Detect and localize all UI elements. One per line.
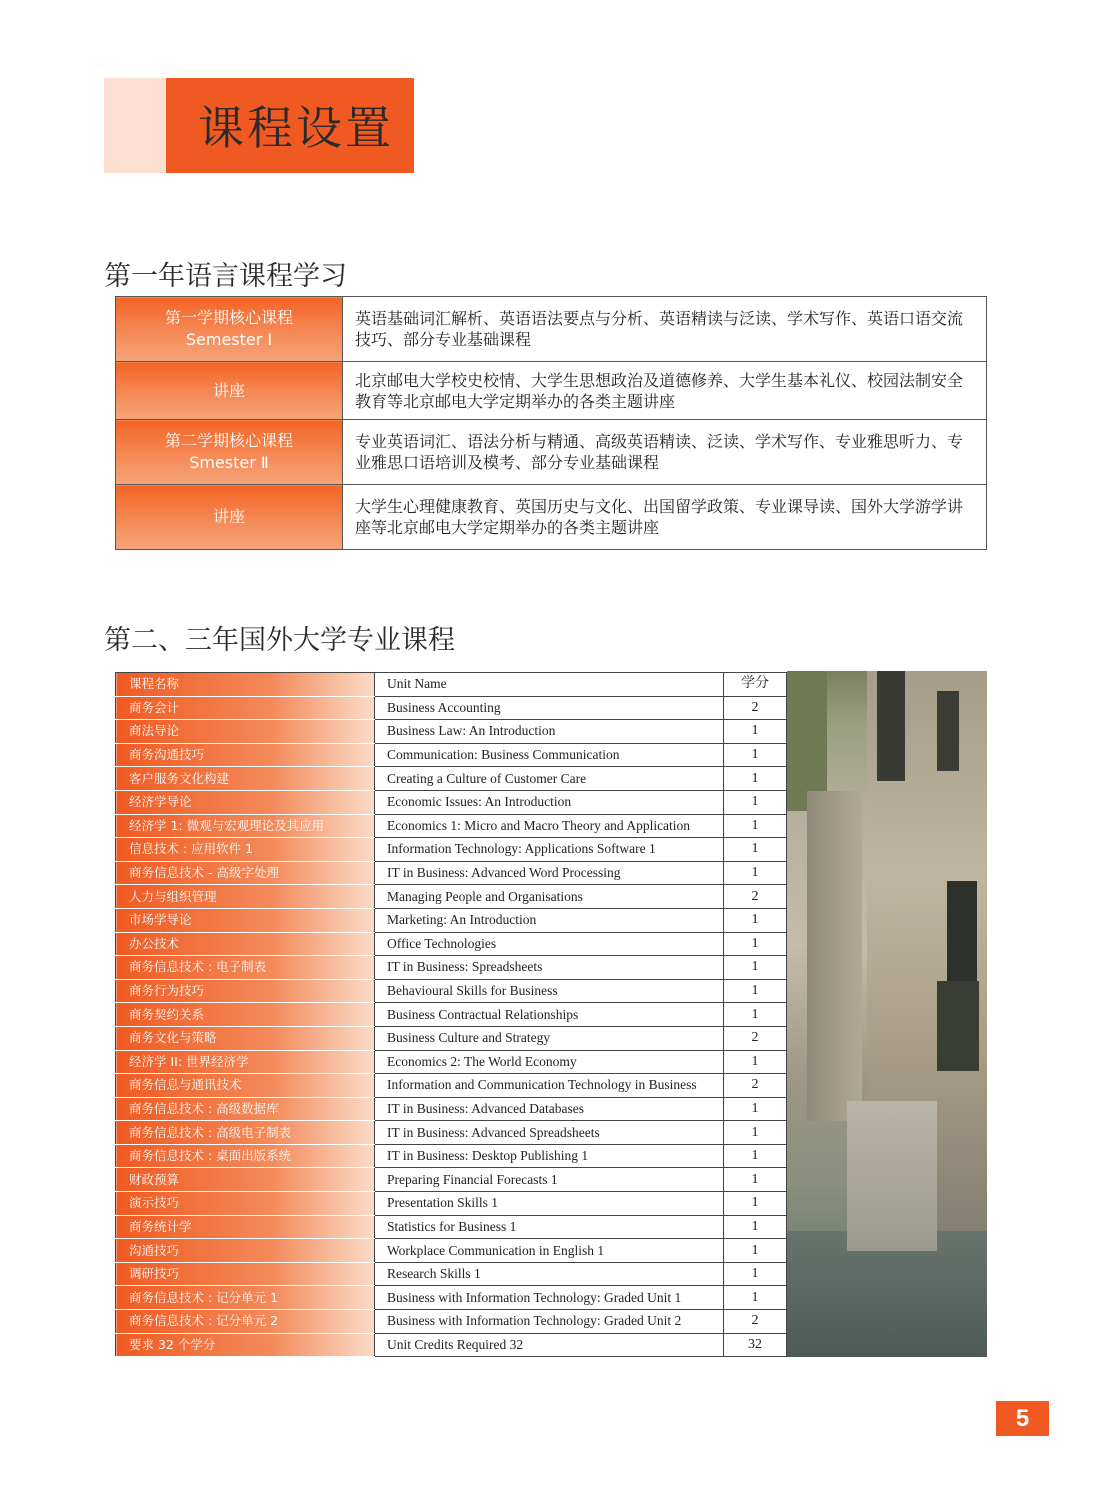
unit-name-en: Presentation Skills 1 [375,1192,724,1216]
unit-name-cn: 商务会计 [116,696,375,720]
unit-name-cn: 要求 32 个学分 [116,1333,375,1357]
unit-credit: 1 [724,1121,787,1145]
table-row [116,1168,787,1192]
year1-course-table [115,296,987,550]
table-row [116,956,787,980]
unit-credit: 1 [724,1262,787,1286]
table-row [116,979,787,1003]
course-description: 北京邮电大学校史校情、大学生思想政治及道德修养、大学生基本礼仪、校园法制安全教育等北京邮电大学定期举办的各类主题讲座 [343,362,987,420]
table-row [116,1192,787,1216]
course-label [116,485,343,550]
table-row [116,485,987,550]
unit-name-en: Workplace Communication in English 1 [375,1239,724,1263]
course-description: 英语基础词汇解析、英语语法要点与分析、英语精读与泛读、学术写作、英语口语交流技巧、部分专业基础课程 [343,297,987,362]
table-row [116,1003,787,1027]
unit-name-cn: 商务信息技术 : 电子制表 [116,956,375,980]
unit-name-cn: 经济学 II: 世界经济学 [116,1050,375,1074]
unit-name-en: Behavioural Skills for Business [375,979,724,1003]
unit-name-cn: 调研技巧 [116,1262,375,1286]
page-title: 课程设置 [198,101,394,155]
unit-credit: 1 [724,908,787,932]
unit-name-cn: 商务信息与通讯技术 [116,1074,375,1098]
unit-credit: 1 [724,814,787,838]
unit-table [115,672,787,1357]
unit-credit: 1 [724,790,787,814]
table-row [116,861,787,885]
unit-credit: 1 [724,767,787,791]
unit-credit: 1 [724,720,787,744]
unit-name-en: Statistics for Business 1 [375,1215,724,1239]
header-cn: 课程名称 [116,673,375,697]
unit-credit: 1 [724,1144,787,1168]
header-accent-light [104,78,166,173]
course-label-cn: 讲座 [212,507,245,526]
year23-section-title: 第二、三年国外大学专业课程 [104,625,455,656]
table-row [116,1286,787,1310]
course-description: 专业英语词汇、语法分析与精通、高级英语精读、泛读、学术写作、专业雅思听力、专业雅思口语培训及模考、部分专业基础课程 [343,420,987,485]
unit-name-cn: 商务信息技术 : 桌面出版系统 [116,1144,375,1168]
table-row [116,767,787,791]
unit-name-en: Economic Issues: An Introduction [375,790,724,814]
unit-name-cn: 客户服务文化构建 [116,767,375,791]
unit-name-en: Business with Information Technology: Graded Unit 1 [375,1286,724,1310]
unit-name-en: IT in Business: Desktop Publishing 1 [375,1144,724,1168]
unit-name-cn: 演示技巧 [116,1192,375,1216]
unit-credit: 1 [724,1003,787,1027]
unit-name-en: Economics 1: Micro and Macro Theory and Application [375,814,724,838]
unit-name-en: Office Technologies [375,932,724,956]
page-header [104,78,414,173]
unit-credit: 2 [724,885,787,909]
unit-name-cn: 商务信息技术 : 记分单元 1 [116,1286,375,1310]
unit-name-cn: 财政预算 [116,1168,375,1192]
unit-name-en: Marketing: An Introduction [375,908,724,932]
unit-credit: 32 [724,1333,787,1357]
course-label-en: Smester Ⅱ [189,453,269,472]
table-row [116,420,987,485]
unit-name-cn: 办公技术 [116,932,375,956]
unit-credit: 1 [724,1050,787,1074]
table-row [116,1074,787,1098]
unit-name-cn: 经济学导论 [116,790,375,814]
table-row [116,1310,787,1334]
course-label [116,420,343,485]
table-row [116,720,787,744]
unit-credit: 1 [724,743,787,767]
unit-name-cn: 商务信息技术 : 高级数据库 [116,1097,375,1121]
unit-name-cn: 商务信息技术 : 记分单元 2 [116,1310,375,1334]
unit-name-en: IT in Business: Advanced Databases [375,1097,724,1121]
unit-name-en: Information Technology: Applications Software 1 [375,838,724,862]
unit-credit: 1 [724,1168,787,1192]
unit-name-en: Preparing Financial Forecasts 1 [375,1168,724,1192]
unit-name-en: Creating a Culture of Customer Care [375,767,724,791]
unit-credit: 1 [724,838,787,862]
unit-name-en: IT in Business: Advanced Spreadsheets [375,1121,724,1145]
course-label-en: Semester Ⅰ [185,330,273,349]
unit-name-en: IT in Business: Spreadsheets [375,956,724,980]
unit-credit: 2 [724,1026,787,1050]
unit-name-cn: 经济学 1: 微观与宏观理论及其应用 [116,814,375,838]
table-row [116,790,787,814]
unit-credit: 1 [724,932,787,956]
unit-name-cn: 商务行为技巧 [116,979,375,1003]
table-row [116,1239,787,1263]
unit-credit: 2 [724,1310,787,1334]
unit-credit: 1 [724,956,787,980]
unit-name-cn: 商务信息技术 : 高级电子制表 [116,1121,375,1145]
unit-name-en: IT in Business: Advanced Word Processing [375,861,724,885]
unit-credit: 1 [724,1097,787,1121]
unit-credit: 1 [724,979,787,1003]
unit-name-cn: 商务文化与策略 [116,1026,375,1050]
course-label-cn: 第二学期核心课程 [164,431,293,450]
course-description: 大学生心理健康教育、英国历史与文化、出国留学政策、专业课导读、国外大学游学讲座等北京邮电大学定期举办的各类主题讲座 [343,485,987,550]
table-row [116,696,787,720]
unit-credit: 1 [724,1239,787,1263]
table-header-row [116,673,787,697]
unit-name-en: Information and Communication Technology in Business [375,1074,724,1098]
course-label-cn: 第一学期核心课程 [164,308,293,327]
unit-name-cn: 商务统计学 [116,1215,375,1239]
header-credit: 学分 [724,673,787,697]
unit-name-cn: 市场学导论 [116,908,375,932]
table-row [116,1333,787,1357]
table-row [116,362,987,420]
table-row [116,743,787,767]
course-label [116,297,343,362]
unit-name-cn: 商务契约关系 [116,1003,375,1027]
unit-name-en: Business with Information Technology: Graded Unit 2 [375,1310,724,1334]
table-row [116,1026,787,1050]
unit-name-cn: 信息技术 : 应用软件 1 [116,838,375,862]
course-label [116,362,343,420]
header-en: Unit Name [375,673,724,697]
table-row [116,1262,787,1286]
table-row [116,838,787,862]
table-row [116,885,787,909]
unit-name-en: Managing People and Organisations [375,885,724,909]
unit-name-en: Business Accounting [375,696,724,720]
table-row [116,297,987,362]
table-row [116,814,787,838]
table-row [116,908,787,932]
unit-name-cn: 商法导论 [116,720,375,744]
unit-name-en: Unit Credits Required 32 [375,1333,724,1357]
unit-name-cn: 人力与组织管理 [116,885,375,909]
unit-name-en: Business Law: An Introduction [375,720,724,744]
unit-credit: 2 [724,1074,787,1098]
unit-credit: 1 [724,1192,787,1216]
unit-name-en: Research Skills 1 [375,1262,724,1286]
unit-name-cn: 商务沟通技巧 [116,743,375,767]
table-row [116,1050,787,1074]
table-row [116,1097,787,1121]
unit-name-en: Business Culture and Strategy [375,1026,724,1050]
unit-name-en: Business Contractual Relationships [375,1003,724,1027]
unit-name-cn: 商务信息技术 - 高级字处理 [116,861,375,885]
course-label-cn: 讲座 [212,380,245,400]
unit-credit: 2 [724,696,787,720]
unit-credit: 1 [724,861,787,885]
table-row [116,932,787,956]
building-photo [787,671,987,1357]
unit-name-en: Economics 2: The World Economy [375,1050,724,1074]
table-row [116,1121,787,1145]
unit-name-en: Communication: Business Communication [375,743,724,767]
unit-name-cn: 沟通技巧 [116,1239,375,1263]
year1-section-title: 第一年语言课程学习 [104,261,347,292]
page-number: 5 [996,1401,1049,1436]
unit-credit: 1 [724,1215,787,1239]
unit-credit: 1 [724,1286,787,1310]
table-row [116,1215,787,1239]
table-row [116,1144,787,1168]
